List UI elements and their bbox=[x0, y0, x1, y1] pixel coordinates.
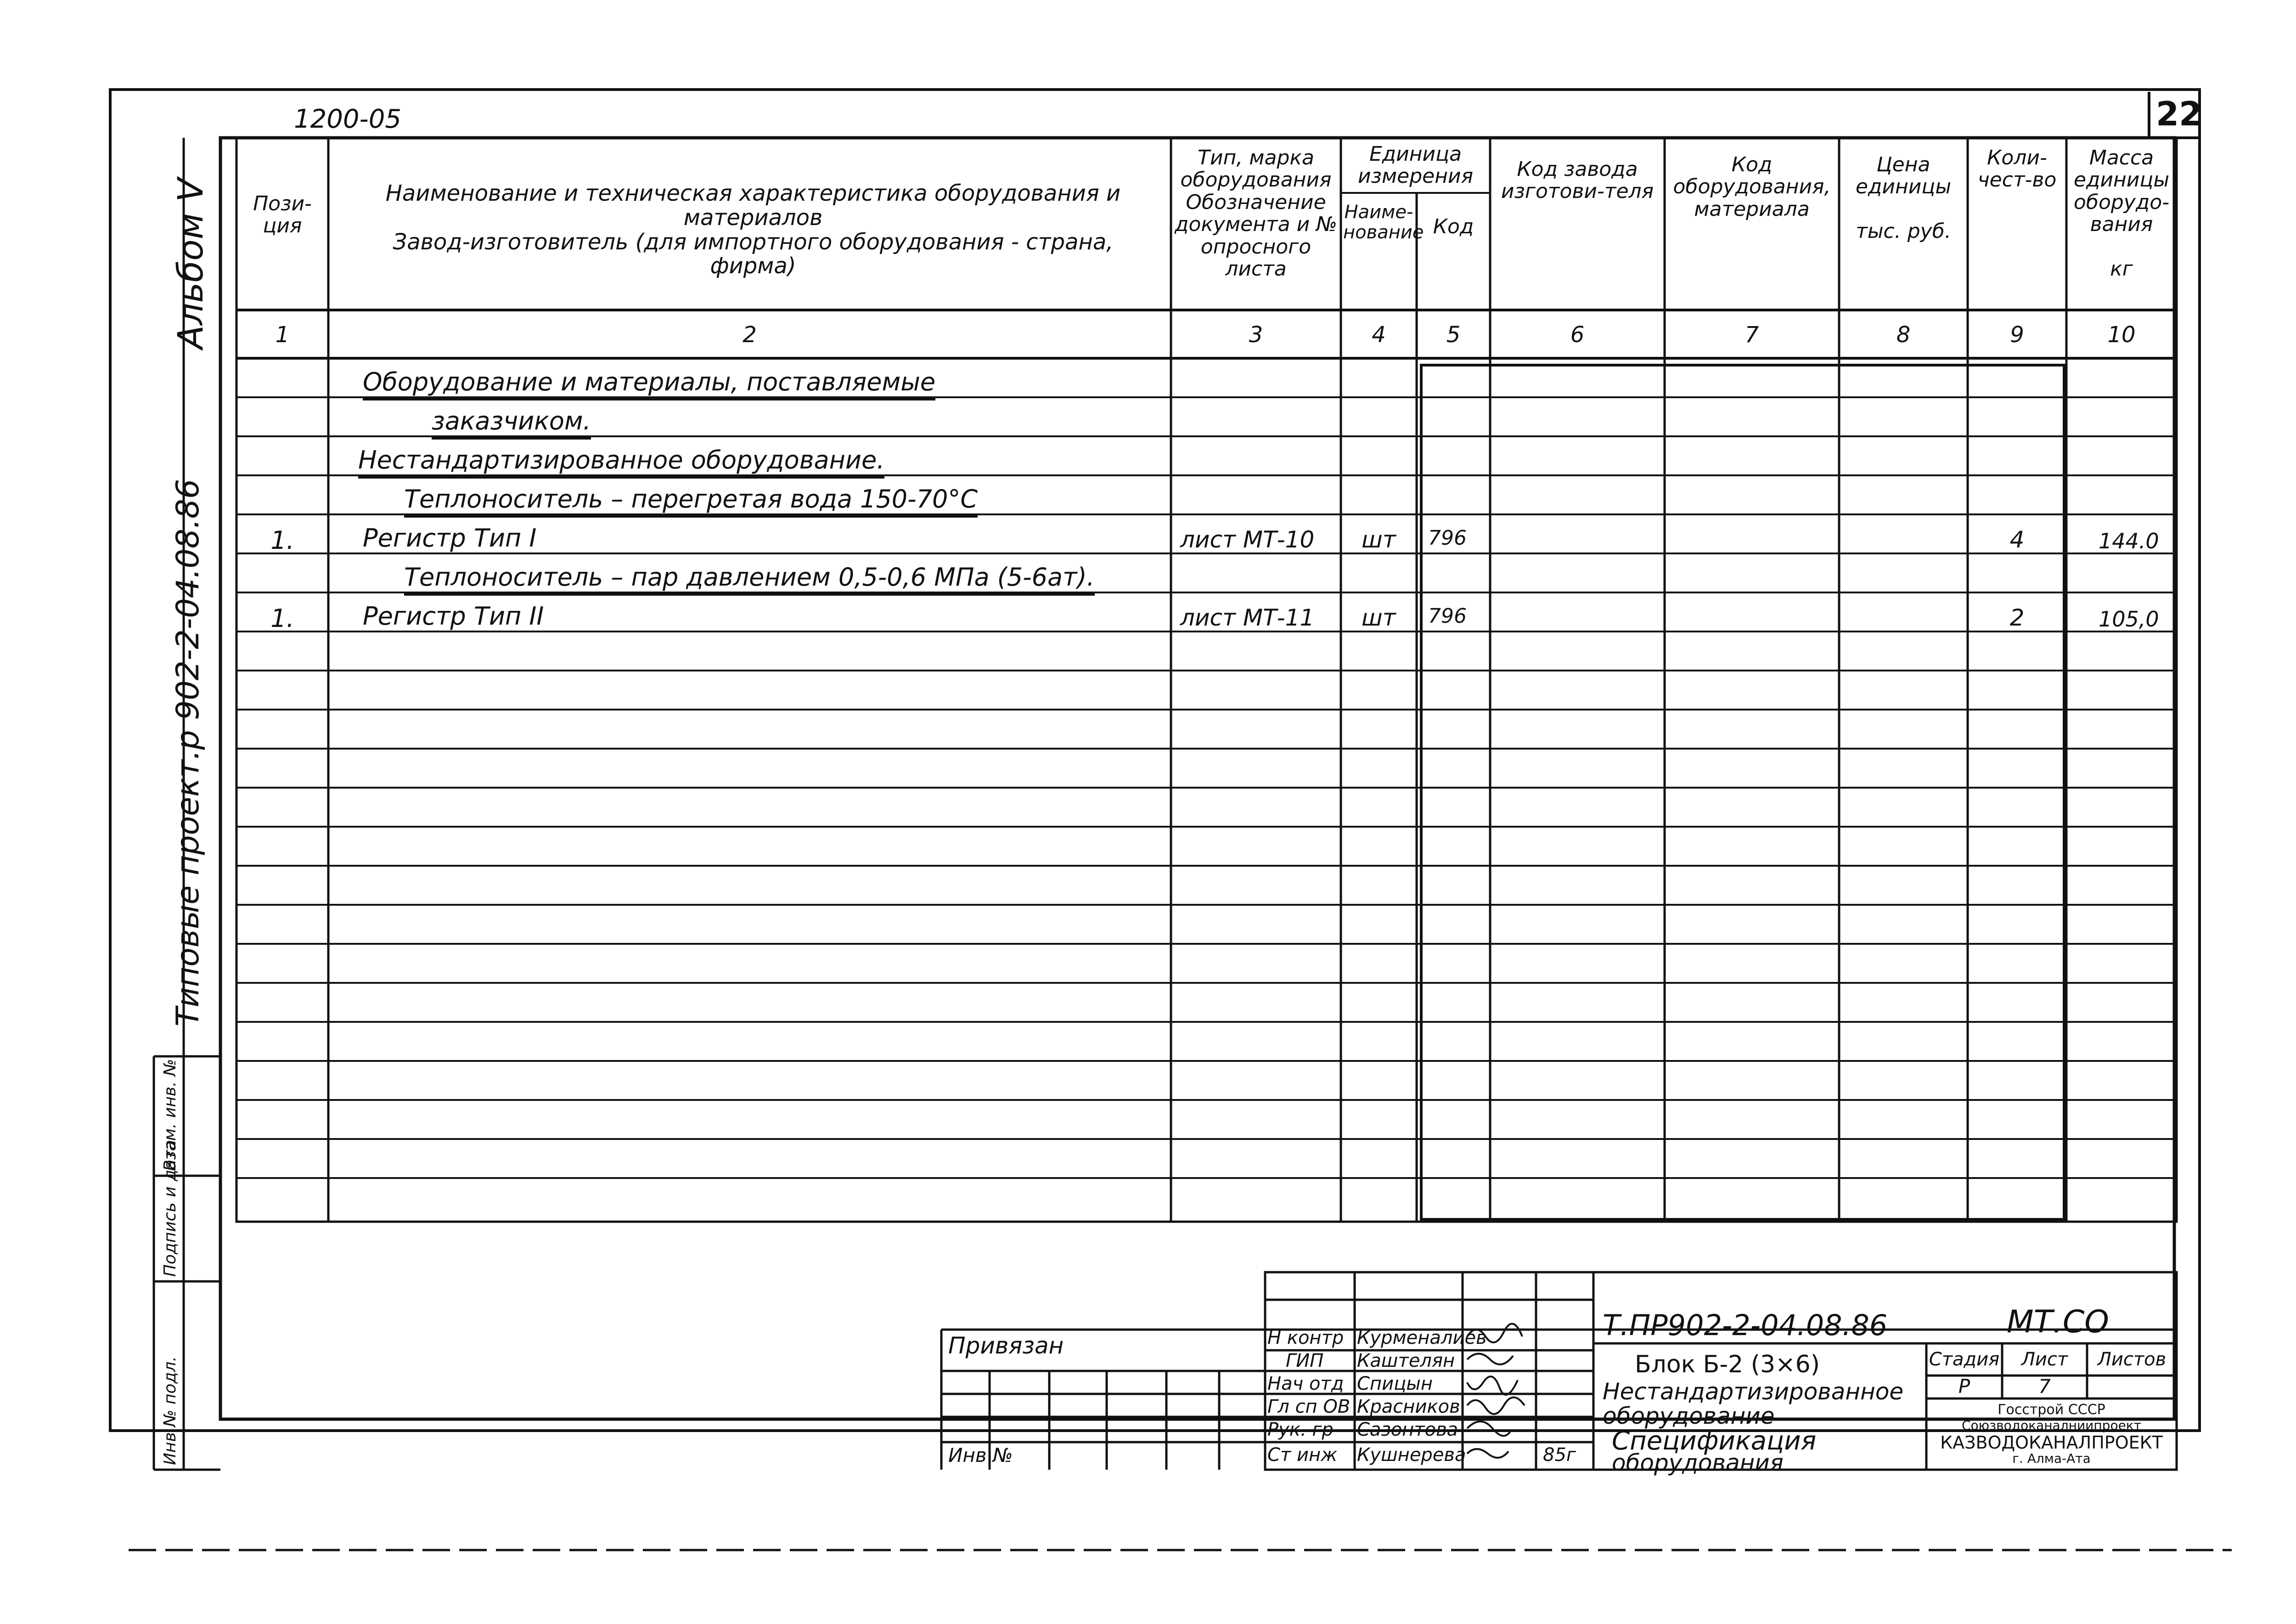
role-gl-sp: Гл сп ОВ bbox=[1267, 1396, 1351, 1417]
name-2: Каштелян bbox=[1357, 1350, 1455, 1371]
row-unit: шт bbox=[1362, 604, 1396, 631]
project-label: Типовые проект.р 902-2-04.08.86 bbox=[170, 479, 206, 1026]
row-name: Нестандартизированное оборудование. bbox=[358, 445, 884, 479]
row-mass: 105,0 bbox=[2099, 607, 2159, 632]
header-position: Пози- ция bbox=[253, 192, 312, 238]
row-name: Теплоноситель – пар давлением 0,5-0,6 МПа (5-6ат). bbox=[404, 563, 1095, 596]
row-code: 796 bbox=[1428, 526, 1467, 550]
row-name: Регистр Тип I bbox=[363, 524, 537, 553]
header-quantity: Коли-чест-во bbox=[1977, 146, 2057, 192]
row-name: Теплоноситель – перегретая вода 150-70°С bbox=[404, 485, 978, 518]
name-1: Курменалиев bbox=[1357, 1327, 1487, 1348]
col-num-4: 4 bbox=[1372, 322, 1386, 348]
col-num-7: 7 bbox=[1745, 322, 1759, 348]
row-mass: 144.0 bbox=[2099, 529, 2159, 553]
header-mass: Масса единицы оборудо-вания кг bbox=[2073, 146, 2170, 281]
doc-mark: МТ.СО bbox=[2007, 1304, 2109, 1340]
sheet-label: Лист bbox=[2021, 1349, 2068, 1370]
col-num-3: 3 bbox=[1249, 322, 1263, 348]
row-qty: 2 bbox=[2009, 604, 2025, 631]
col-num-9: 9 bbox=[2010, 322, 2024, 348]
col-num-10: 10 bbox=[2107, 322, 2136, 348]
header-price: Цена единицы тыс. руб. bbox=[1855, 153, 1952, 243]
row-qty: 4 bbox=[2009, 526, 2025, 553]
title-line-5: оборудования bbox=[1612, 1449, 1784, 1476]
outer-frame bbox=[110, 90, 2200, 1431]
row-code: 796 bbox=[1428, 604, 1467, 628]
name-4: Красников bbox=[1357, 1396, 1460, 1417]
table-row bbox=[358, 445, 885, 474]
header-unit: Единица измерения bbox=[1357, 142, 1474, 188]
stage-label: Стадия bbox=[1929, 1349, 2000, 1370]
album-label: Альбом V bbox=[170, 178, 211, 349]
org-line-4: г. Алма-Ата bbox=[2012, 1451, 2091, 1466]
header-unit-name: Наиме-нование bbox=[1343, 202, 1424, 243]
name-6: Кушнерева bbox=[1357, 1444, 1466, 1466]
row-name: Регистр Тип II bbox=[363, 602, 544, 631]
table-row bbox=[404, 565, 1095, 590]
title-line-1: Блок Б-2 (3×6) bbox=[1635, 1351, 1820, 1378]
header-name: Наименование и техническая характеристика оборудования и материалов Завод-изготовитель (для импортного оборудования - страна, фирма) bbox=[385, 180, 1121, 279]
role-st-inzh: Ст инж bbox=[1267, 1444, 1338, 1466]
org-line-3: КАЗВОДОКАНАЛПРОЕКТ bbox=[1940, 1432, 2163, 1453]
table-row bbox=[404, 487, 978, 512]
table-row bbox=[363, 367, 936, 396]
col-num-1: 1 bbox=[275, 322, 290, 348]
org-line-2: Союзводоканалниипроект bbox=[1961, 1418, 2142, 1433]
header-equipment-code: Код оборудования, материала bbox=[1673, 153, 1831, 221]
row-type: лист МТ-11 bbox=[1180, 604, 1315, 631]
table-row bbox=[432, 406, 591, 435]
privyazan-label: Привязан bbox=[948, 1332, 1064, 1359]
doc-code: Т.ПР902-2-04.08.86 bbox=[1603, 1308, 1888, 1342]
header-type: Тип, марка оборудования Обозначение документа и № опросного листа bbox=[1175, 146, 1337, 281]
col-num-2: 2 bbox=[743, 322, 757, 348]
stage-value: Р bbox=[1958, 1375, 1970, 1398]
header-factory-code: Код завода изготови-теля bbox=[1501, 158, 1654, 203]
role-gip: ГИП bbox=[1286, 1350, 1324, 1371]
role-n-kontr: Н контр bbox=[1267, 1327, 1344, 1348]
name-3: Спицын bbox=[1357, 1373, 1433, 1394]
row-position: 1. bbox=[270, 526, 294, 555]
stamp-inv-podl: Инв № подл. bbox=[161, 1356, 180, 1465]
role-nach-otd: Нач отд bbox=[1267, 1373, 1344, 1394]
sheets-label: Листов bbox=[2097, 1349, 2167, 1370]
stamp-sign-date: Подпись и дата bbox=[161, 1139, 180, 1277]
row-name: заказчиком. bbox=[432, 406, 591, 440]
role-ruk-gr: Рук. гр bbox=[1267, 1419, 1334, 1440]
sheet-value: 7 bbox=[2038, 1375, 2051, 1398]
row-unit: шт bbox=[1362, 526, 1396, 553]
name-5: Сазонтова bbox=[1357, 1419, 1458, 1440]
row-type: лист МТ-10 bbox=[1180, 526, 1315, 553]
inv-no-label: Инв № bbox=[948, 1444, 1013, 1466]
org-line-1: Госстрой СССР bbox=[1998, 1402, 2105, 1418]
title-line-3: оборудование bbox=[1603, 1403, 1775, 1429]
row-name: Оборудование и материалы, поставляемые bbox=[363, 367, 935, 400]
col-num-5: 5 bbox=[1446, 322, 1461, 348]
page-number: 22 bbox=[2156, 95, 2202, 133]
col-num-8: 8 bbox=[1896, 322, 1911, 348]
header-unit-code: Код bbox=[1433, 215, 1474, 238]
row-position: 1. bbox=[270, 604, 294, 633]
title-line-4: Спецификация bbox=[1612, 1426, 1817, 1456]
doc-number-top: 1200-05 bbox=[294, 104, 401, 134]
stamp-vzam-inv: Взам. инв. № bbox=[161, 1059, 180, 1171]
title-line-2: Нестандартизированное bbox=[1603, 1378, 1904, 1405]
spec-table-frame bbox=[236, 138, 2177, 1222]
date-text: 85г bbox=[1543, 1444, 1576, 1466]
col-num-6: 6 bbox=[1570, 322, 1585, 348]
